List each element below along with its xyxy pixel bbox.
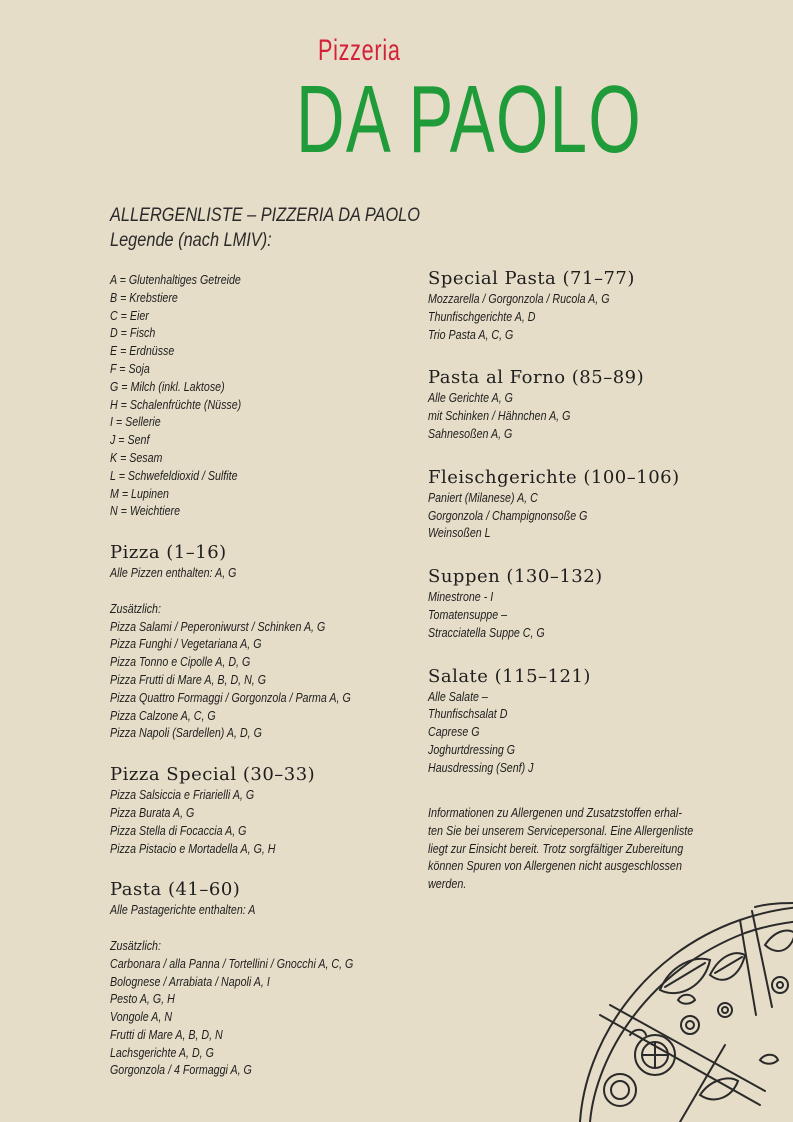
list-item: Pesto A, G, H [110, 991, 175, 1007]
logo-da-paolo-text: DA PAOLO [296, 66, 643, 173]
list-item: Pizza Napoli (Sardellen) A, D, G [110, 725, 262, 741]
legend-item: B = Krebstiere [110, 289, 178, 305]
list-item: Tomatensuppe – [428, 606, 508, 622]
legend-item: F = Soja [110, 360, 150, 376]
notice-line: können Spuren von Allergenen nicht ausgeschlossen [428, 858, 682, 874]
title-line-2: Legende (nach LMIV): [110, 230, 272, 251]
section-fleischgerichte [428, 467, 728, 542]
section-extra-label: Zusätzlich: [110, 937, 161, 953]
list-item: Pizza Quattro Formaggi / Gorgonzola / Parma A, G [110, 689, 351, 705]
section-heading: Pizza (1–16) [110, 542, 227, 564]
list-item: Thunfischsalat D [428, 706, 508, 722]
list-item: Pizza Stella di Focaccia A, G [110, 822, 247, 838]
list-item: Paniert (Milanese) A, C [428, 489, 538, 505]
legend-item: G = Milch (inkl. Laktose) [110, 378, 225, 394]
pizza-illustration-icon [560, 895, 793, 1122]
list-item: Caprese G [428, 724, 480, 740]
section-suppen [428, 566, 728, 641]
section-salate [428, 666, 728, 777]
list-item: Minestrone - I [428, 589, 494, 605]
section-pizza-special [110, 764, 410, 857]
list-item: Mozzarella / Gorgonzola / Rucola A, G [428, 291, 610, 306]
legend-item: K = Sesam [110, 449, 163, 465]
legend-item: D = Fisch [110, 325, 156, 341]
section-heading: Special Pasta (71–77) [428, 268, 635, 289]
list-item: Pizza Calzone A, C, G [110, 707, 216, 723]
list-item: Pizza Frutti di Mare A, B, D, N, G [110, 671, 266, 687]
list-item: Pizza Funghi / Vegetariana A, G [110, 636, 262, 652]
allergen-notice [428, 804, 714, 893]
document-title [110, 203, 490, 253]
list-item: mit Schinken / Hähnchen A, G [428, 408, 571, 424]
list-item: Alle Gerichte A, G [428, 390, 513, 406]
list-item: Hausdressing (Senf) J [428, 759, 534, 775]
list-item: Pizza Burata A, G [110, 804, 195, 820]
list-item: Alle Salate – [428, 688, 488, 704]
list-item: Pizza Tonno e Cipolle A, D, G [110, 654, 251, 670]
legend-item: M = Lupinen [110, 485, 169, 501]
list-item: Gorgonzola / 4 Formaggi A, G [110, 1062, 252, 1078]
legend-item: C = Eier [110, 307, 149, 323]
legend-item: H = Schalenfrüchte (Nüsse) [110, 396, 242, 412]
section-intro: Alle Pizzen enthalten: A, G [110, 565, 237, 581]
list-item: Lachsgerichte A, D, G [110, 1044, 214, 1060]
list-item: Thunfischgerichte A, D [428, 308, 536, 324]
left-column [110, 271, 410, 1079]
section-heading: Pasta (41–60) [110, 879, 241, 901]
list-item: Pizza Salsiccia e Friarielli A, G [110, 787, 255, 803]
legend-item: J = Senf [110, 432, 150, 448]
list-item: Pizza Pistacio e Mortadella A, G, H [110, 840, 276, 856]
section-heading: Pizza Special (30–33) [110, 764, 316, 786]
legend-item: L = Schwefeldioxid / Sulfite [110, 467, 238, 483]
legend-item: N = Weichtiere [110, 503, 181, 519]
legend-item: E = Erdnüsse [110, 343, 175, 359]
list-item: Joghurtdressing G [428, 741, 516, 757]
notice-line: Informationen zu Allergenen und Zusatzstoffen erhal- [428, 805, 682, 820]
section-special-pasta [428, 268, 728, 343]
section-extra-label: Zusätzlich: [110, 600, 161, 616]
list-item: Gorgonzola / Champignonsoße G [428, 507, 588, 523]
notice-line: liegt zur Einsicht bereit. Trotz sorgfältiger Zubereitung [428, 840, 684, 856]
section-heading: Suppen (130–132) [428, 566, 603, 588]
list-item: Bolognese / Arrabiata / Napoli A, I [110, 973, 270, 989]
list-item: Weinsoßen L [428, 525, 491, 541]
logo-pizzeria-text: Pizzeria [318, 34, 401, 67]
list-item: Frutti di Mare A, B, D, N [110, 1026, 223, 1042]
list-item: Carbonara / alla Panna / Tortellini / Gnocchi A, C, G [110, 955, 354, 971]
title-line-1: ALLERGENLISTE – PIZZERIA DA PAOLO [110, 205, 420, 226]
section-heading: Salate (115–121) [428, 665, 591, 687]
notice-line: werden. [428, 876, 467, 892]
section-heading: Pasta al Forno (85–89) [428, 367, 645, 389]
list-item: Stracciatella Suppe C, G [428, 624, 545, 640]
section-pizza [110, 542, 410, 742]
section-pasta-al-forno [428, 367, 728, 442]
list-item: Vongole A, N [110, 1009, 173, 1025]
right-column [428, 268, 728, 777]
list-item: Pizza Salami / Peperoniwurst / Schinken A, G [110, 618, 326, 634]
allergen-legend [110, 271, 410, 520]
list-item: Sahnesoßen A, G [428, 425, 513, 441]
legend-item: A = Glutenhaltiges Getreide [110, 272, 241, 287]
section-intro: Alle Pastagerichte enthalten: A [110, 902, 256, 918]
legend-item: I = Sellerie [110, 414, 161, 430]
section-heading: Fleischgerichte (100–106) [428, 466, 680, 488]
section-pasta [110, 879, 410, 1079]
logo [0, 0, 793, 180]
list-item: Trio Pasta A, C, G [428, 326, 514, 342]
notice-line: ten Sie bei unserem Servicepersonal. Eine Allergenliste [428, 822, 694, 838]
